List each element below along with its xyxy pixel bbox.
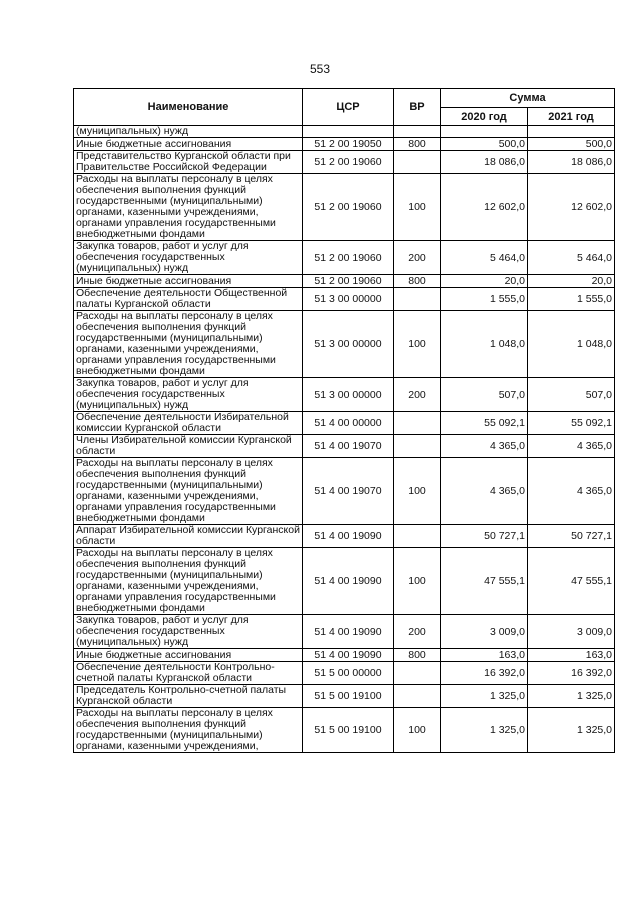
table-row [74, 241, 615, 275]
table-row [74, 275, 615, 288]
cell-name: Закупка товаров, работ и услуг для обеспечения государственных (муниципальных) нужд [74, 615, 303, 649]
cell-2020: 12 602,0 [441, 174, 528, 241]
cell-name: Председатель Контрольно-счетной палаты Курганской области [74, 685, 303, 708]
cell-name: Расходы на выплаты персоналу в целях обеспечения выполнения функций государственными (муниципальными) органами, казенными учреждениями, органами управления государственными внебюджетными фондами [74, 458, 303, 525]
cell-vr: 200 [394, 615, 441, 649]
cell-name: Аппарат Избирательной комиссии Курганской области [74, 525, 303, 548]
cell-csr: 51 4 00 19090 [303, 649, 394, 662]
cell-csr: 51 3 00 00000 [303, 378, 394, 412]
cell-csr: 51 5 00 19100 [303, 685, 394, 708]
cell-csr: 51 3 00 00000 [303, 311, 394, 378]
header-vr: ВР [394, 89, 441, 126]
cell-csr: 51 4 00 19070 [303, 458, 394, 525]
cell-name: Иные бюджетные ассигнования [74, 138, 303, 151]
cell-2021: 4 365,0 [528, 435, 615, 458]
cell-name: Обеспечение деятельности Общественной палаты Курганской области [74, 288, 303, 311]
cell-2021: 500,0 [528, 138, 615, 151]
table-row [74, 708, 615, 753]
cell-csr: 51 4 00 19090 [303, 525, 394, 548]
cell-2020: 1 048,0 [441, 311, 528, 378]
header-name: Наименование [74, 89, 303, 126]
table-row [74, 458, 615, 525]
cell-2021: 1 048,0 [528, 311, 615, 378]
cell-csr: 51 5 00 00000 [303, 662, 394, 685]
cell-2021: 5 464,0 [528, 241, 615, 275]
cell-2020: 20,0 [441, 275, 528, 288]
cell-vr: 800 [394, 138, 441, 151]
cell-2020: 4 365,0 [441, 435, 528, 458]
cell-vr: 200 [394, 378, 441, 412]
table-row [74, 311, 615, 378]
cell-vr [394, 435, 441, 458]
cell-2020: 507,0 [441, 378, 528, 412]
header-csr: ЦСР [303, 89, 394, 126]
cell-csr: 51 4 00 19090 [303, 615, 394, 649]
table-row [74, 615, 615, 649]
cell-name: Закупка товаров, работ и услуг для обеспечения государственных (муниципальных) нужд [74, 241, 303, 275]
cell-2020: 3 009,0 [441, 615, 528, 649]
table-row [74, 174, 615, 241]
cell-2020: 1 555,0 [441, 288, 528, 311]
cell-csr: 51 2 00 19050 [303, 138, 394, 151]
cell-vr: 100 [394, 458, 441, 525]
cell-2021: 1 325,0 [528, 708, 615, 753]
cell-2021: 1 555,0 [528, 288, 615, 311]
cell-name: Расходы на выплаты персоналу в целях обеспечения выполнения функций государственными (муниципальными) органами, казенными учреждениями, органами управления государственными внебюджетными фондами [74, 311, 303, 378]
cell-csr: 51 3 00 00000 [303, 288, 394, 311]
cell-csr: 51 5 00 19100 [303, 708, 394, 753]
table-row [74, 151, 615, 174]
cell-2021: 20,0 [528, 275, 615, 288]
cell-2020: 18 086,0 [441, 151, 528, 174]
cell-2020: 1 325,0 [441, 708, 528, 753]
cell-2021: 47 555,1 [528, 548, 615, 615]
cell-csr: 51 4 00 00000 [303, 412, 394, 435]
cell-name: Расходы на выплаты персоналу в целях обеспечения выполнения функций государственными (муниципальными) органами, казенными учреждениями, [74, 708, 303, 753]
table-row [74, 685, 615, 708]
cell-name: Представительство Курганской области при Правительстве Российской Федерации [74, 151, 303, 174]
cell-2021: 507,0 [528, 378, 615, 412]
cell-name: Расходы на выплаты персоналу в целях обеспечения выполнения функций государственными (муниципальными) органами, казенными учреждениями, органами управления государственными внебюджетными фондами [74, 174, 303, 241]
cell-vr [394, 525, 441, 548]
cell-2020: 55 092,1 [441, 412, 528, 435]
cell-name: Иные бюджетные ассигнования [74, 275, 303, 288]
cell-vr [394, 662, 441, 685]
cell-vr: 800 [394, 275, 441, 288]
cell-2020: 163,0 [441, 649, 528, 662]
cell-csr: 51 4 00 19070 [303, 435, 394, 458]
cell-vr [394, 685, 441, 708]
budget-table [73, 88, 615, 753]
cell-name: (муниципальных) нужд [74, 126, 303, 138]
cell-csr: 51 2 00 19060 [303, 275, 394, 288]
cell-vr [394, 151, 441, 174]
cell-csr: 51 4 00 19090 [303, 548, 394, 615]
cell-vr [394, 412, 441, 435]
table-row [74, 548, 615, 615]
cell-vr: 200 [394, 241, 441, 275]
table-row [74, 378, 615, 412]
cell-2020: 500,0 [441, 138, 528, 151]
cell-vr: 100 [394, 708, 441, 753]
cell-2021: 1 325,0 [528, 685, 615, 708]
header-sum: Сумма [441, 89, 615, 108]
cell-vr [394, 288, 441, 311]
cell-2020: 16 392,0 [441, 662, 528, 685]
table-row [74, 288, 615, 311]
cell-vr: 100 [394, 311, 441, 378]
cell-2021: 4 365,0 [528, 458, 615, 525]
table-row [74, 649, 615, 662]
table-header [74, 89, 615, 126]
table-body [74, 126, 615, 753]
table-row [74, 138, 615, 151]
cell-csr [303, 126, 394, 138]
cell-name: Иные бюджетные ассигнования [74, 649, 303, 662]
table-row [74, 435, 615, 458]
cell-name: Расходы на выплаты персоналу в целях обеспечения выполнения функций государственными (муниципальными) органами, казенными учреждениями, органами управления государственными внебюджетными фондами [74, 548, 303, 615]
cell-csr: 51 2 00 19060 [303, 241, 394, 275]
cell-2020: 4 365,0 [441, 458, 528, 525]
cell-csr: 51 2 00 19060 [303, 174, 394, 241]
cell-2021: 16 392,0 [528, 662, 615, 685]
cell-2020: 50 727,1 [441, 525, 528, 548]
cell-csr: 51 2 00 19060 [303, 151, 394, 174]
table-row [74, 525, 615, 548]
cell-2020 [441, 126, 528, 138]
header-year-2021: 2021 год [528, 108, 615, 126]
cell-name: Обеспечение деятельности Избирательной комиссии Курганской области [74, 412, 303, 435]
cell-2020: 47 555,1 [441, 548, 528, 615]
cell-name: Члены Избирательной комиссии Курганской области [74, 435, 303, 458]
table-row [74, 662, 615, 685]
cell-name: Закупка товаров, работ и услуг для обеспечения государственных (муниципальных) нужд [74, 378, 303, 412]
cell-vr: 100 [394, 548, 441, 615]
cell-name: Обеспечение деятельности Контрольно-счетной палаты Курганской области [74, 662, 303, 685]
cell-2021: 163,0 [528, 649, 615, 662]
cell-2020: 5 464,0 [441, 241, 528, 275]
cell-2021: 50 727,1 [528, 525, 615, 548]
cell-vr: 100 [394, 174, 441, 241]
cell-vr [394, 126, 441, 138]
cell-2021: 55 092,1 [528, 412, 615, 435]
cell-vr: 800 [394, 649, 441, 662]
table-row [74, 126, 615, 138]
page-number: 553 [309, 62, 331, 76]
cell-2021 [528, 126, 615, 138]
cell-2020: 1 325,0 [441, 685, 528, 708]
table-row [74, 412, 615, 435]
header-year-2020: 2020 год [441, 108, 528, 126]
cell-2021: 18 086,0 [528, 151, 615, 174]
cell-2021: 12 602,0 [528, 174, 615, 241]
cell-2021: 3 009,0 [528, 615, 615, 649]
